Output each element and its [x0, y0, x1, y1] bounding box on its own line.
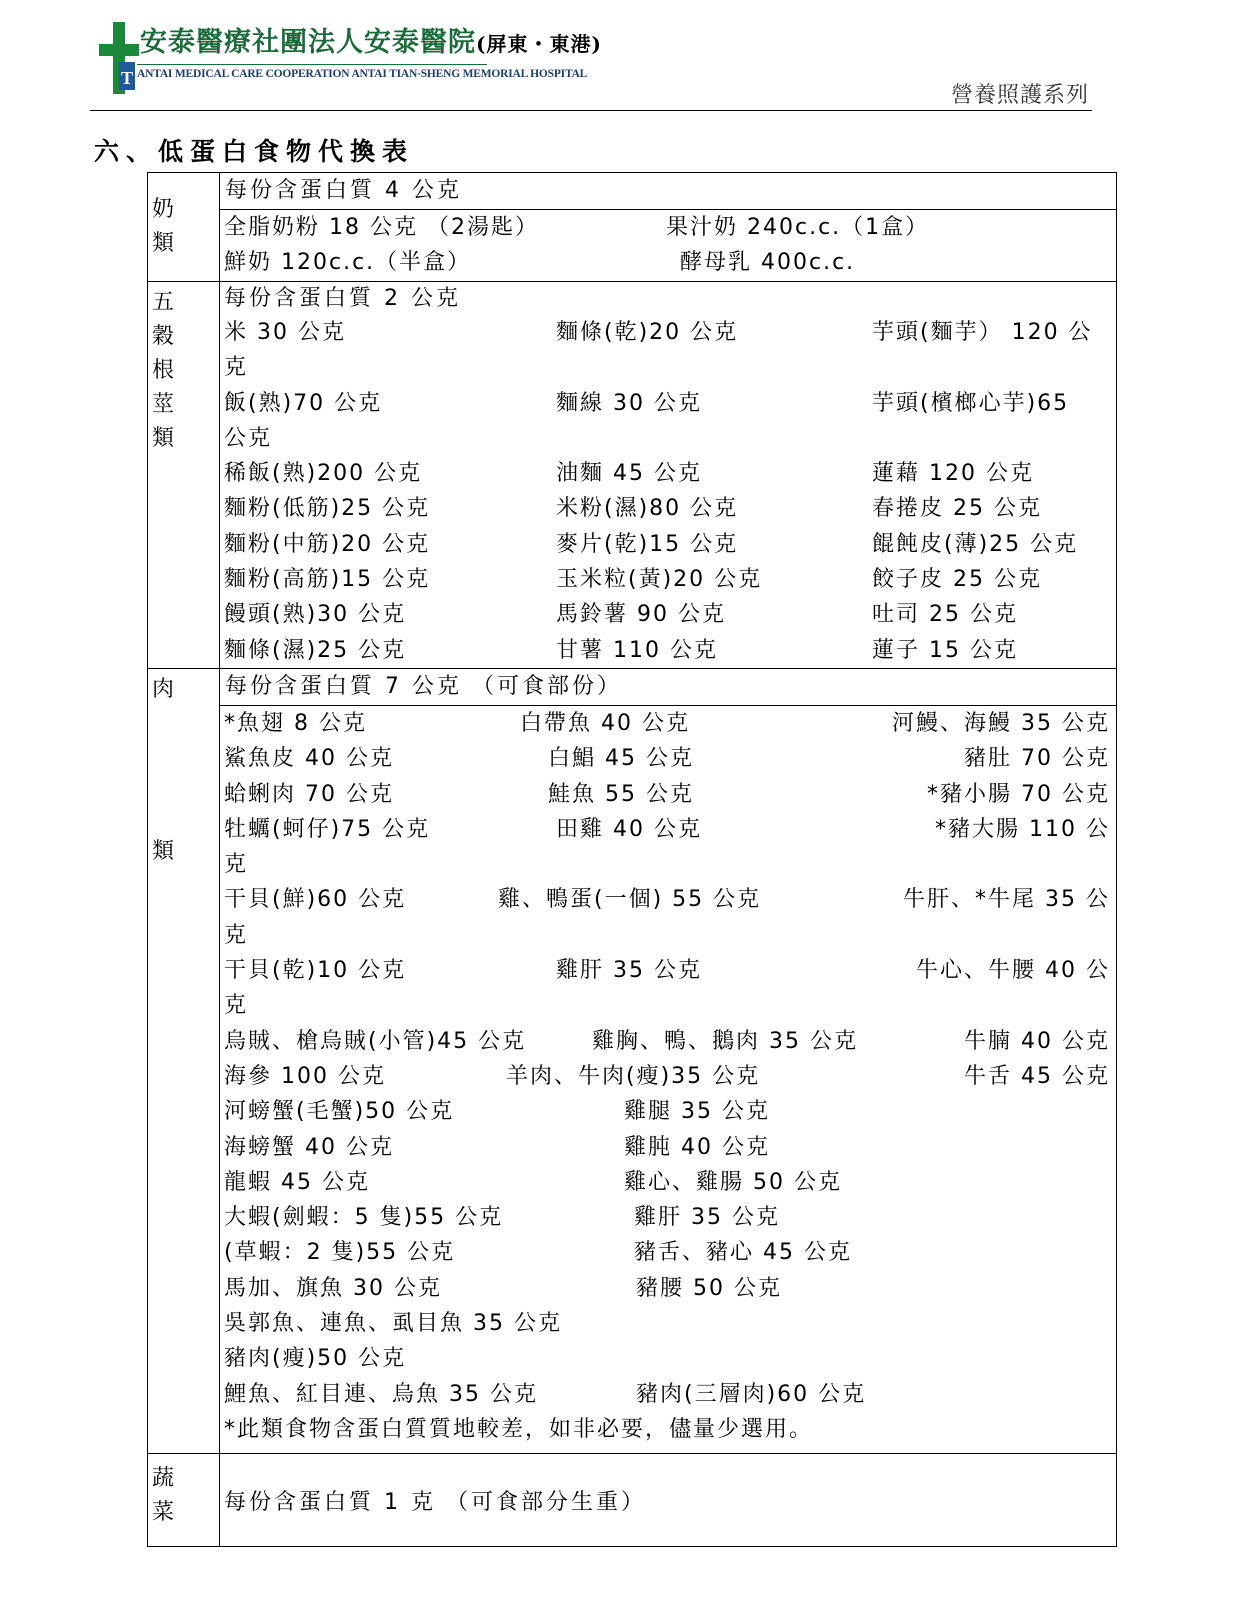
item-col2: 豬腰 50 公克	[636, 1275, 782, 1301]
list-item	[220, 1165, 1116, 1200]
item-col3: 牛腩 40 公克	[964, 1028, 1110, 1054]
list-item	[220, 421, 1116, 456]
list-item	[220, 1341, 1116, 1376]
item-col1: 米 30 公克	[224, 320, 346, 345]
item-col2: 鮭魚 55 公克	[548, 781, 694, 807]
item-col1: 鯉魚、紅目連、烏魚 35 公克	[224, 1381, 538, 1407]
category-grains	[148, 282, 220, 669]
item-col3: 蓮子 15 公克	[872, 637, 1018, 663]
item-col1: 克	[224, 922, 249, 948]
item-col2: 雞胸、鴨、鵝肉 35 公克	[592, 1028, 858, 1054]
low-protein-exchange-table	[147, 172, 1117, 1547]
item-col2: 麥片(乾)15 公克	[556, 531, 739, 557]
item-col1: 蛤蜊肉 70 公克	[224, 781, 394, 807]
series-title: 營養照護系列	[950, 83, 1089, 108]
item-col1: 鯊魚皮 40 公克	[224, 746, 394, 772]
item-col1: 麵粉(中筋)20 公克	[224, 531, 431, 557]
category-vegetable	[148, 1454, 220, 1547]
category-dairy	[148, 173, 220, 282]
item-col2: 雞、鴨蛋(一個) 55 公克	[498, 887, 762, 913]
list-item	[220, 527, 1116, 562]
category-char: 五	[152, 290, 175, 315]
item-col3: 牛心、牛腰 40 公	[916, 958, 1110, 984]
list-item	[220, 456, 1116, 491]
list-item	[220, 1412, 1116, 1447]
list-item	[220, 741, 1116, 776]
list-item	[220, 1235, 1116, 1270]
category-char: 類	[152, 426, 175, 451]
item-col2: 豬舌、豬心 45 公克	[634, 1240, 852, 1266]
svg-text:T: T	[121, 68, 134, 88]
list-item	[220, 1130, 1116, 1165]
item-col1: *魚翅 8 公克	[224, 711, 367, 736]
header-rule	[90, 110, 1092, 111]
list-item	[220, 1200, 1116, 1235]
item-col3: *豬小腸 70 公克	[927, 781, 1110, 807]
item-col2: 雞肫 40 公克	[624, 1134, 770, 1160]
item-col2: 白帶魚 40 公克	[520, 711, 690, 736]
section-title: 六、低蛋白食物代換表	[94, 137, 415, 166]
item-col2: 白鯧 45 公克	[548, 746, 694, 772]
list-item	[220, 1024, 1116, 1059]
category-char: 類	[152, 839, 175, 864]
category-char: 莖	[152, 392, 175, 417]
item-col1: 全脂奶粉 18 公克 （2湯匙）	[224, 215, 539, 240]
item-col3: 芋頭(檳榔心芋)65	[872, 390, 1070, 416]
item-col1: 麵粉(高筋)15 公克	[224, 567, 431, 593]
item-col3: *豬大腸 110 公	[935, 816, 1110, 842]
vegetable-header: 每份含蛋白質 1 克 （可食部分生重）	[224, 1489, 646, 1515]
item-col2: 田雞 40 公克	[556, 816, 702, 842]
list-item	[220, 988, 1116, 1023]
meat-header: 每份含蛋白質 7 公克 （可食部份）	[220, 669, 1117, 706]
list-item	[220, 847, 1116, 882]
item-col2: 雞肝 35 公克	[634, 1205, 780, 1231]
item-col1: 鮮奶 120c.c.（半盒）	[224, 250, 472, 276]
category-char: 穀	[152, 324, 175, 349]
list-item	[220, 1059, 1116, 1094]
list-item	[220, 706, 1116, 741]
item-col2: 馬鈴薯 90 公克	[556, 602, 726, 628]
meat-items	[220, 706, 1117, 1454]
item-col2: 玉米粒(黃)20 公克	[556, 567, 763, 593]
item-col1: 馬加、旗魚 30 公克	[224, 1275, 442, 1301]
list-item	[220, 315, 1116, 350]
item-col3: 餃子皮 25 公克	[872, 567, 1042, 593]
grains-items	[220, 282, 1117, 669]
item-col3: 河鰻、海鰻 35 公克	[892, 711, 1110, 736]
item-col1: 克	[224, 355, 249, 381]
item-col2: 雞心、雞腸 50 公克	[624, 1169, 842, 1195]
list-item	[220, 386, 1116, 421]
hospital-name-zh: 安泰醫療社團法人安泰醫院	[140, 27, 476, 58]
item-col2: 酵母乳 400c.c.	[680, 250, 856, 276]
hospital-logo-icon	[99, 22, 143, 94]
item-col2: 麵線 30 公克	[556, 390, 702, 416]
item-col1: 大蝦(劍蝦：5 隻)55 公克	[224, 1205, 504, 1231]
category-char: 類	[152, 231, 175, 256]
item-col1: 稀飯(熟)200 公克	[224, 461, 423, 487]
category-meat	[148, 669, 220, 1454]
item-col3: 春捲皮 25 公克	[872, 496, 1042, 522]
vegetable-cell	[220, 1454, 1117, 1547]
list-item	[220, 812, 1116, 847]
dairy-header: 每份含蛋白質 4 公克	[220, 173, 1117, 210]
item-col1: 克	[224, 852, 249, 878]
item-col2: 雞肝 35 公克	[556, 958, 702, 984]
item-col2: 果汁奶 240c.c.（1盒）	[666, 215, 930, 240]
item-col1: 豬肉(瘦)50 公克	[224, 1346, 407, 1372]
category-char: 菜	[152, 1500, 175, 1525]
list-item	[220, 1271, 1116, 1306]
list-item	[220, 1094, 1116, 1129]
category-char: 肉	[152, 677, 175, 702]
category-char: 根	[152, 358, 175, 383]
item-col3: 餛飩皮(薄)25 公克	[872, 531, 1079, 557]
list-item	[220, 491, 1116, 526]
list-item	[220, 1306, 1116, 1341]
category-char: 奶	[152, 197, 175, 222]
item-col3: 豬肚 70 公克	[964, 746, 1110, 772]
list-item	[220, 350, 1116, 385]
item-col3: 芋頭(麵芋） 120 公	[872, 320, 1093, 345]
list-item	[220, 245, 1116, 280]
list-item	[220, 953, 1116, 988]
item-col3: 牛肝、*牛尾 35 公	[903, 887, 1110, 913]
item-col1: 牡蠣(蚵仔)75 公克	[224, 816, 431, 842]
category-char: 蔬	[152, 1466, 175, 1491]
item-col1: 龍蝦 45 公克	[224, 1169, 370, 1195]
item-col1: 饅頭(熟)30 公克	[224, 602, 407, 628]
grains-header: 每份含蛋白質 2 公克	[224, 286, 461, 311]
item-col1: 干貝(乾)10 公克	[224, 958, 407, 984]
item-col2: 麵條(乾)20 公克	[556, 320, 739, 345]
list-item	[220, 210, 1116, 245]
dairy-items	[220, 210, 1117, 282]
item-col1: 麵粉(低筋)25 公克	[224, 496, 431, 522]
hospital-name-en: ANTAI MEDICAL CARE COOPERATION ANTAI TIAN-SHENG MEMORIAL HOSPITAL	[137, 68, 588, 80]
logo-divider	[137, 64, 487, 65]
item-col1: 干貝(鮮)60 公克	[224, 887, 407, 913]
list-item	[220, 777, 1116, 812]
item-col1: 海參 100 公克	[224, 1063, 386, 1089]
item-col1: 吳郭魚、連魚、虱目魚 35 公克	[224, 1311, 562, 1337]
item-col2: 豬肉(三層肉)60 公克	[636, 1381, 867, 1407]
hospital-branch: (屏東・東港)	[476, 32, 602, 56]
item-col1: *此類食物含蛋白質質地較差，如非必要，儘量少選用。	[224, 1416, 814, 1442]
item-col1: 公克	[224, 425, 273, 451]
item-col2: 油麵 45 公克	[556, 461, 702, 487]
item-col3: 吐司 25 公克	[872, 602, 1018, 628]
item-col3: 蓮藉 120 公克	[872, 461, 1034, 487]
list-item	[220, 918, 1116, 953]
item-col3: 牛舌 45 公克	[964, 1063, 1110, 1089]
item-col1: 克	[224, 993, 249, 1019]
item-col2: 米粉(濕)80 公克	[556, 496, 739, 522]
item-col1: (草蝦：2 隻)55 公克	[224, 1240, 456, 1266]
item-col2: 甘薯 110 公克	[556, 637, 718, 663]
item-col1: 麵條(濕)25 公克	[224, 637, 407, 663]
item-col1: 河螃蟹(毛蟹)50 公克	[224, 1099, 455, 1125]
page-header	[0, 0, 1241, 120]
list-item	[220, 633, 1116, 668]
item-col1: 海螃蟹 40 公克	[224, 1134, 394, 1160]
list-item	[220, 1377, 1116, 1412]
item-col1: 飯(熟)70 公克	[224, 390, 383, 416]
hospital-name	[140, 20, 602, 59]
item-col2: 雞腿 35 公克	[624, 1099, 770, 1125]
item-col1: 烏賊、槍烏賊(小管)45 公克	[224, 1028, 527, 1054]
list-item	[220, 562, 1116, 597]
list-item	[220, 882, 1116, 917]
list-item	[220, 597, 1116, 632]
item-col2: 羊肉、牛肉(瘦)35 公克	[506, 1063, 761, 1089]
